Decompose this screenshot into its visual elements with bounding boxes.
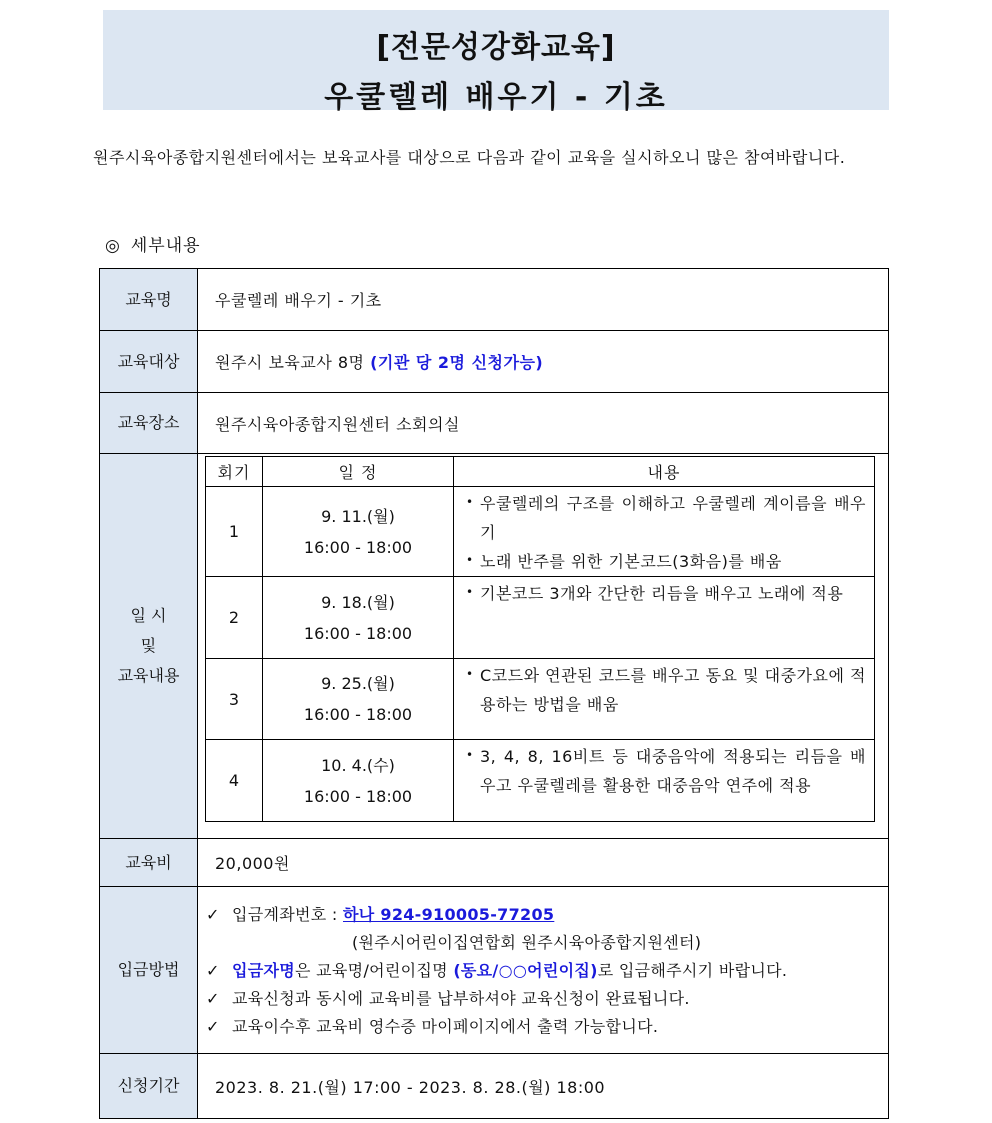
session-date: 9. 25.(월) <box>321 674 395 693</box>
label-course-name: 교육명 <box>100 269 198 331</box>
session-number: 3 <box>206 659 263 740</box>
payment-deadline-text: 교육신청과 동시에 교육비를 납부하셔야 교육신청이 완료됩니다. <box>232 989 690 1008</box>
check-icon: ✓ <box>206 1017 220 1036</box>
payment-line-account <box>206 901 888 929</box>
row-place <box>100 393 889 454</box>
value-course-name: 우쿨렐레 배우기 - 기초 <box>198 269 889 331</box>
session-content <box>454 659 875 740</box>
content-bullet: • C코드와 연관된 코드를 배우고 동요 및 대중가요에 적용하는 방법을 배움 <box>466 661 866 719</box>
value-period: 2023. 8. 21.(월) 17:00 - 2023. 8. 28.(월) 18:00 <box>198 1054 889 1119</box>
session-time: 16:00 - 18:00 <box>303 705 413 724</box>
title-banner <box>103 10 889 115</box>
session-time: 16:00 - 18:00 <box>303 786 413 806</box>
row-schedule <box>100 454 889 839</box>
account-number: 하나 924-910005-77205 <box>343 905 555 924</box>
target-text: 원주시 보육교사 8명 <box>215 353 371 372</box>
account-holder: (원주시어린이집연합회 원주시육아종합지원센터) <box>352 933 702 952</box>
session-content <box>454 740 875 822</box>
content-bullet: • 우쿨렐레의 구조를 이해하고 우쿨렐레 계이름을 배우기 <box>466 489 866 547</box>
session-datetime <box>263 740 454 822</box>
label-period: 신청기간 <box>100 1054 198 1119</box>
row-course-name <box>100 269 889 331</box>
title-category: [전문성강화교육] <box>376 30 616 65</box>
payment-line-depositor <box>206 957 888 985</box>
header-date: 일 정 <box>263 457 454 487</box>
session-content <box>454 487 875 577</box>
details-table <box>99 268 889 1119</box>
content-bullet: • 기본코드 3개와 간단한 리듬을 배우고 노래에 적용 <box>466 579 866 608</box>
label-fee: 교육비 <box>100 839 198 887</box>
double-circle-icon: ◎ <box>105 236 121 256</box>
content-bullet: • 노래 반주를 위한 기본코드(3화음)를 배움 <box>466 547 866 576</box>
depositor-text: 은 교육명/어린이집명 <box>295 961 454 980</box>
payment-line-receipt <box>206 1013 888 1041</box>
schedule-header-row <box>206 457 875 487</box>
content-bullet: • 3, 4, 8, 16비트 등 대중음악에 적용되는 리듬을 배우고 우쿨렐레를 활용한 대중음악 연주에 적용 <box>466 742 866 800</box>
session-content <box>454 577 875 659</box>
row-period <box>100 1054 889 1119</box>
row-payment <box>100 887 889 1054</box>
session-datetime <box>263 487 454 577</box>
label-place: 교육장소 <box>100 393 198 454</box>
payment-details <box>198 887 889 1054</box>
schedule-row <box>206 487 875 577</box>
label-schedule <box>100 454 198 839</box>
session-time: 16:00 - 18:00 <box>303 623 413 643</box>
payment-line-deadline <box>206 985 888 1013</box>
depositor-key: 입금자명 <box>232 961 296 980</box>
session-date: 10. 4.(수) <box>321 755 395 775</box>
target-note: (기관 당 2명 신청가능) <box>370 353 544 372</box>
label-payment: 입금방법 <box>100 887 198 1054</box>
session-datetime <box>263 577 454 659</box>
session-datetime <box>263 659 454 740</box>
check-icon: ✓ <box>206 961 220 980</box>
row-target <box>100 331 889 393</box>
check-icon: ✓ <box>206 905 220 924</box>
account-label: 입금계좌번호 : <box>232 905 343 924</box>
value-fee: 20,000원 <box>198 839 889 887</box>
session-number: 1 <box>206 487 263 577</box>
label-schedule-line1: 일 시 <box>130 606 167 625</box>
page-title: 우쿨렐레 배우기 - 기초 <box>324 80 668 115</box>
value-place: 원주시육아종합지원센터 소회의실 <box>198 393 889 454</box>
depositor-example: (동요/○○어린이집) <box>453 961 598 980</box>
row-fee <box>100 839 889 887</box>
payment-receipt-text: 교육이수후 교육비 영수증 마이페이지에서 출력 가능합니다. <box>232 1017 659 1036</box>
schedule-cell <box>198 454 889 839</box>
label-schedule-line3: 교육내용 <box>117 666 180 685</box>
session-date: 9. 18.(월) <box>321 592 395 612</box>
section-title: 세부내용 <box>130 236 201 256</box>
header-content: 내용 <box>454 457 875 487</box>
check-icon: ✓ <box>206 989 220 1008</box>
section-heading <box>105 231 201 256</box>
session-date: 9. 11.(월) <box>321 506 395 526</box>
intro-paragraph: 원주시육아종합지원센터에서는 보육교사를 대상으로 다음과 같이 교육을 실시하오니 많은 참여바랍니다. <box>93 148 846 167</box>
schedule-table <box>205 456 875 822</box>
label-schedule-line2: 및 <box>140 636 157 655</box>
session-number: 2 <box>206 577 263 659</box>
label-target: 교육대상 <box>100 331 198 393</box>
session-number: 4 <box>206 740 263 822</box>
schedule-row <box>206 577 875 659</box>
schedule-row <box>206 740 875 822</box>
value-target <box>198 331 889 393</box>
schedule-row <box>206 659 875 740</box>
header-session: 회기 <box>206 457 263 487</box>
depositor-tail: 로 입금해주시기 바랍니다. <box>597 961 788 980</box>
session-time: 16:00 - 18:00 <box>303 537 413 557</box>
